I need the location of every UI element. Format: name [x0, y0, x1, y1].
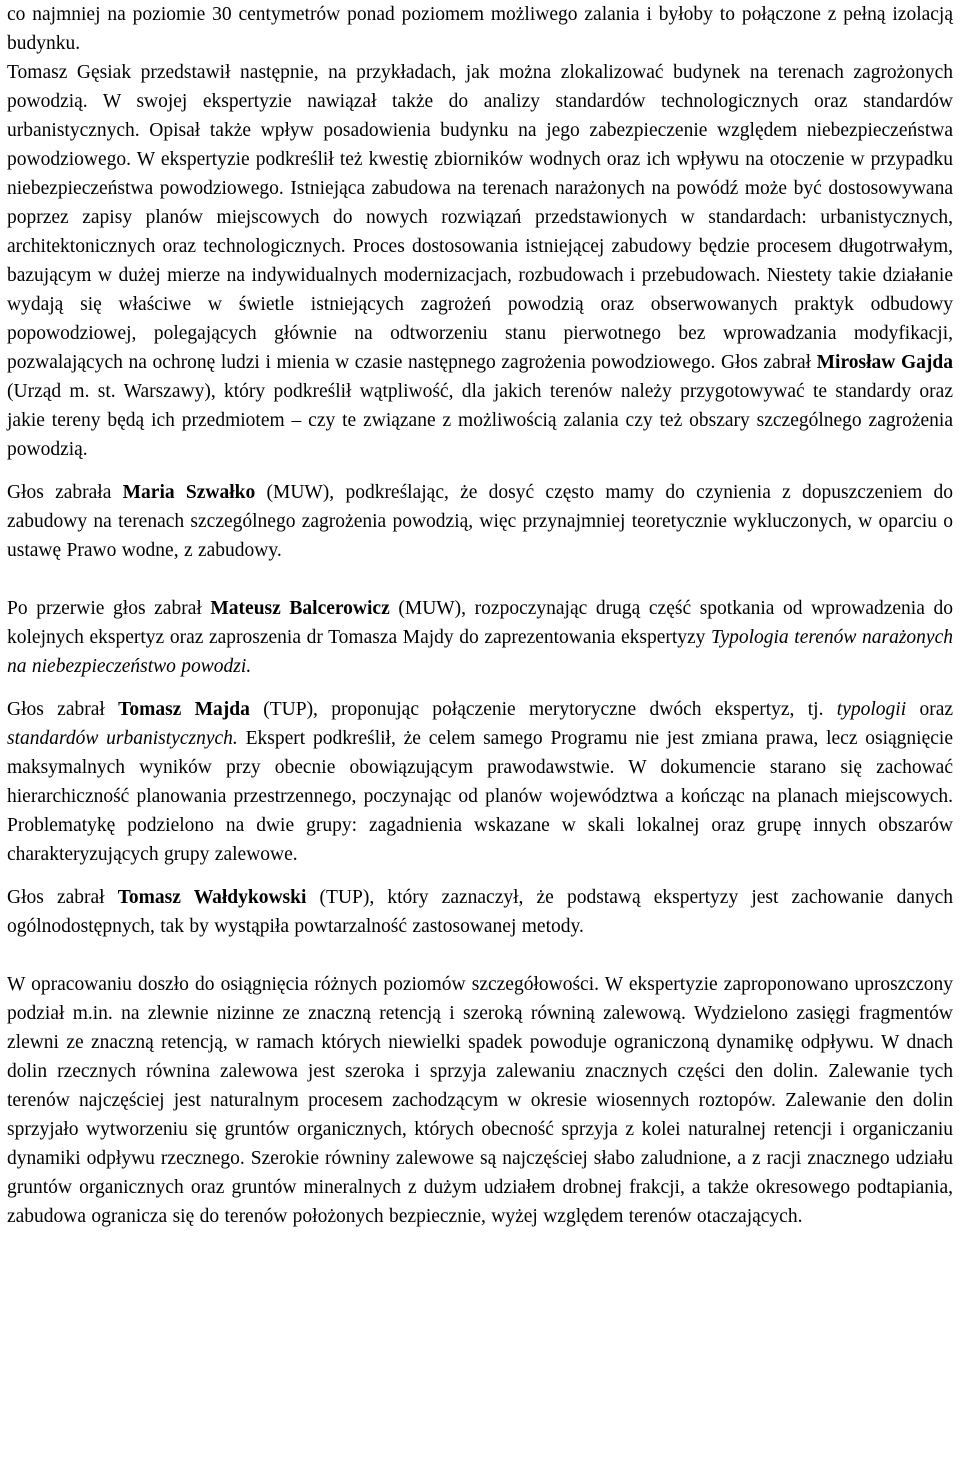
paragraph-text: Tomasz Gęsiak przedstawił następnie, na przykładach, jak można zlokalizować budynek na terenach zagrożonych powodzią. W swojej ekspertyzie nawiązał także do analizy standardów technologicznych oraz standardów urbanistycznych. Opisał także wpływ posadowienia budynku na jego zabezpieczenie względem niebezpieczeństwa powodziowego. W ekspertyzie podkreślił też kwestię zbiorników wodnych oraz ich wpływu na otoczenie w przypadku niebezpieczeństwa powodziowego. Istniejąca zabudowa na terenach narażonych na powódź może być dostosowywana poprzez zapisy planów miejscowych do nowych rozwiązań przedstawionych w standardach: urbanistycznych, architektonicznych oraz technologicznych. Proces dostosowania istniejącej zabudowy będzie procesem długotrwałym, bazującym w dużej mierze na indywidualnych modernizacjach, rozbudowach i przebudowach. Niestety takie działanie wydają się właściwe w świetle istniejących zagrożeń powodzią oraz obserwowanych praktyk odbudowy popowodziowej, polegających głównie na odtworzeniu stanu pierwotnego bez wprowadzania modyfikacji, pozwalających na ochronę ludzi i mienia w czasie następnego zagrożenia powodziowego. Głos zabrał — [7, 62, 953, 373]
paragraph-text: Ekspert podkreślił, że celem samego Programu nie jest zmiana prawa, lecz osiągnięcie maksymalnych wyników przy obecnie obowiązującym prawodawstwie. W dokumencie starano się zachować hierarchiczność planowania przestrzennego, poczynając od planów województwa a kończąc na planach miejscowych. Problematykę podzielono na dwie grupy: zagadnienia wskazane w skali lokalnej oraz grupę innych obszarów charakteryzujących grupy zalewowe. — [7, 728, 953, 865]
expertise-title: Typologia terenów narażonych na niebezpieczeństwo powodzi. — [7, 627, 953, 677]
paragraph-majda — [7, 695, 953, 869]
speaker-name: Tomasz Majda — [118, 699, 250, 720]
paragraph-balcerowicz — [7, 594, 953, 681]
paragraph-flood-level — [7, 0, 953, 58]
speaker-name: Maria Szwałko — [122, 482, 256, 503]
paragraph-text: (TUP), który zaznaczył, że podstawą ekspertyzy jest zachowanie danych ogólnodostępnych, tak by wystąpiła powtarzalność zastosowanej metody. — [7, 887, 953, 937]
speaker-name: Mirosław Gajda — [816, 352, 953, 373]
paragraph-szwalko — [7, 478, 953, 565]
paragraph-text: (MUW), podkreślając, że dosyć często mamy do czynienia z dopuszczeniem do zabudowy na terenach szczególnego zagrożenia powodzią, więc przynajmniej teoretycznie wykluczonych, w oparciu o ustawę Prawo wodne, z zabudowy. — [7, 482, 953, 561]
paragraph-text: (TUP), proponując połączenie merytoryczne dwóch ekspertyz, tj. — [249, 699, 837, 720]
paragraph-study-detail — [7, 970, 953, 1231]
paragraph-text: Głos zabrała — [7, 482, 123, 503]
paragraph-text: oraz — [906, 699, 954, 720]
speaker-name: Tomasz Wałdykowski — [117, 887, 307, 908]
paragraph-text: co najmniej na poziomie 30 centymetrów ponad poziomem możliwego zalania i byłoby to połączone z pełną izolacją budynku. — [7, 4, 953, 54]
paragraph-gesiak-expertise — [7, 58, 953, 464]
italic-term: typologii — [836, 699, 907, 720]
paragraph-text: Głos zabrał — [7, 699, 119, 720]
paragraph-waldykowski — [7, 883, 953, 941]
paragraph-text: Głos zabrał — [7, 887, 118, 908]
paragraph-text: Po przerwie głos zabrał — [7, 598, 211, 619]
italic-term: standardów urbanistycznych. — [7, 728, 238, 749]
paragraph-text: (Urząd m. st. Warszawy), który podkreślił wątpliwość, dla jakich terenów należy przygotowywać te standardy oraz jakie tereny będą ich przedmiotem – czy te związane z możliwością zalania czy też obszary szczególnego zagrożenia powodzią. — [7, 381, 953, 460]
paragraph-text: (MUW), rozpoczynając drugą część spotkania od wprowadzenia do kolejnych ekspertyz oraz zaproszenia dr Tomasza Majdy do zaprezentowania ekspertyzy — [7, 598, 953, 648]
speaker-name: Mateusz Balcerowicz — [210, 598, 390, 619]
paragraph-text: W opracowaniu doszło do osiągnięcia różnych poziomów szczegółowości. W ekspertyzie zaproponowano uproszczony podział m.in. na zlewnie nizinne ze znaczną retencją i szeroką równiną zalewową. Wydzielono zasięgi fragmentów zlewni ze znaczną retencją, w ramach których niewielki spadek powoduje ograniczoną dynamikę odpływu. W dnach dolin rzecznych równina zalewowa jest szeroka i sprzyja zalewaniu znacznych części den dolin. Zalewanie tych terenów najczęściej jest naturalnym procesem zachodzącym w okresie wiosennych roztopów. Zalewanie den dolin sprzyjało wytworzeniu się gruntów organicznych, których obecność sprzyja z kolei naturalnej retencji i organiczaniu dynamiki odpływu rzecznego. Szerokie równiny zalewowe są najczęściej słabo zaludnione, a z racji znacznego udziału gruntów organicznych oraz gruntów mineralnych z dużym udziałem drobnej frakcji, a także okresowego podtapiania, zabudowa ogranicza się do terenów położonych bezpiecznie, wyżej względem terenów otaczających. — [7, 974, 953, 1227]
